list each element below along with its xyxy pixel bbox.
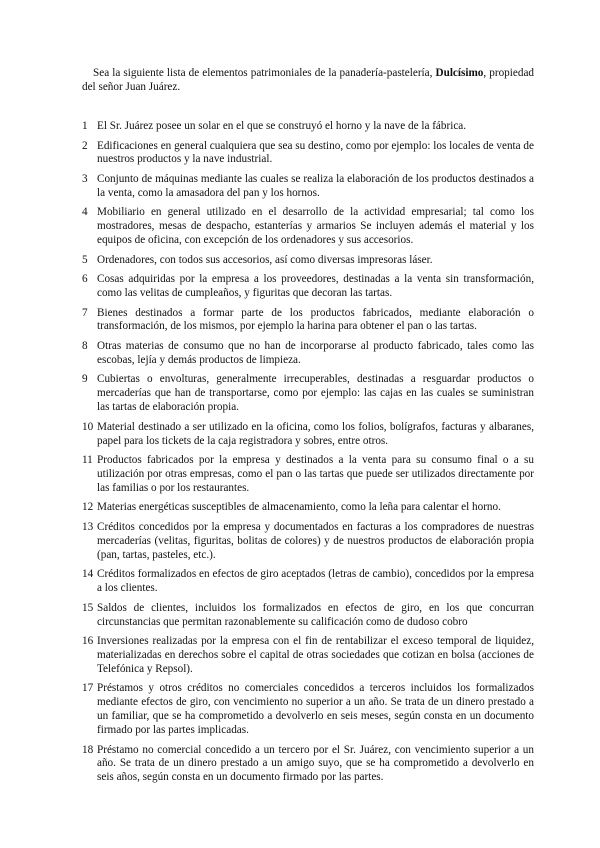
list-item: [82, 373, 534, 415]
item-number: 18: [82, 743, 94, 756]
item-text: Bienes destinados a formar parte de los productos fabricados, mediante elaboración o transformación, de los mismos, por ejemplo la harina para obtener el pan o las tartas.: [97, 306, 534, 333]
item-text: Materias energéticas susceptibles de almacenamiento, como la leña para calentar el horno.: [97, 501, 501, 514]
item-text: Cubiertas o envolturas, generalmente irrecuperables, destinadas a resguardar productos o mercaderías que han de transportarse, como por ejemplo: las cajas en las cuales se suministran las tartas de elaboración propia.: [97, 373, 534, 414]
item-text: Otras materias de consumo que no han de incorporarse al producto fabricado, tales como las escobas, lejía y demás productos de limpieza.: [97, 339, 534, 366]
item-number: 2: [82, 139, 88, 152]
item-number: 17: [82, 682, 94, 695]
list-item: [82, 254, 534, 268]
item-text: Edificaciones en general cualquiera que sea su destino, como por ejemplo: los locales de venta de nuestros productos y la nave industrial.: [97, 139, 534, 166]
list-item: [82, 340, 534, 368]
list-item: [82, 521, 534, 563]
item-text: Material destinado a ser utilizado en la oficina, como los folios, bolígrafos, facturas y albaranes, papel para los tickets de la caja registradora y sobres, entre otros.: [97, 420, 534, 447]
list-item: [82, 635, 534, 677]
item-text: Productos fabricados por la empresa y destinados a la venta para su consumo final o a su utilización por otras empresas, como el pan o las tartas que puede ser utilizados directamente por las familias o por los restaurantes.: [97, 454, 534, 494]
numbered-list: [82, 120, 534, 791]
list-item: [82, 744, 534, 786]
item-text: Mobiliario en general utilizado en el desarrollo de la actividad empresarial; tal como los mostradores, mesas de despacho, estanterías y armarios Se incluyen además el material y los equipos de oficina, con excepción de los ordenadores y sus accesorios.: [97, 206, 534, 247]
item-text: Préstamo no comercial concedido a un tercero por el Sr. Juárez, con vencimiento superior a un año. Se trata de un dinero prestado a un amigo suyo, que se ha comprometido a devolverlo en seis años, según consta en un documento firmado por las partes.: [97, 743, 534, 784]
item-number: 12: [82, 501, 94, 514]
item-number: 5: [82, 253, 88, 266]
item-number: 16: [82, 635, 94, 647]
list-item: [82, 140, 534, 168]
company-name: Dulcísimo: [435, 67, 484, 79]
item-text: Cosas adquiridas por la empresa a los proveedores, destinadas a la venta sin transformación, como las velitas de cumpleaños, y figuritas que decoran las tartas.: [97, 273, 534, 300]
item-text: Ordenadores, con todos sus accesorios, así como diversas impresoras láser.: [97, 253, 433, 266]
item-number: 11: [82, 454, 93, 467]
intro-paragraph: [82, 67, 534, 95]
item-number: 9: [82, 373, 88, 386]
item-text: Saldos de clientes, incluidos los formalizados en efectos de giro, en los que concurran circunstancias que permitan razonablemente su calificación como de dudoso cobro: [97, 601, 534, 628]
list-item: [82, 568, 534, 596]
item-text: Conjunto de máquinas mediante las cuales se realiza la elaboración de los productos destinados a la venta, como la amasadora del pan y los hornos.: [97, 172, 534, 199]
item-number: 15: [82, 601, 94, 614]
intro-text: Sea la siguiente lista de elementos patrimoniales de la panadería-pastelería,: [93, 67, 436, 79]
item-number: 13: [82, 520, 94, 533]
item-number: 7: [82, 306, 88, 319]
list-item: [82, 454, 534, 496]
item-number: 6: [82, 273, 88, 286]
list-item: [82, 602, 534, 630]
item-text: El Sr. Juárez posee un solar en el que se construyó el horno y la nave de la fábrica.: [97, 120, 467, 132]
list-item: [82, 501, 534, 515]
item-number: 8: [82, 339, 88, 352]
list-item: [82, 120, 534, 134]
item-text: Créditos concedidos por la empresa y documentados en facturas a los compradores de nuestras mercaderías (velitas, figuritas, bolitas de colores) y de nuestros productos de elaboración propia (pan, tartas, pasteles, etc.).: [97, 520, 534, 561]
item-text: Créditos formalizados en efectos de giro aceptados (letras de cambio), concedidos por la empresa a los clientes.: [97, 568, 534, 595]
list-item: [82, 273, 534, 301]
item-text: Inversiones realizadas por la empresa con el fin de rentabilizar el exceso temporal de liquidez, materializadas en derechos sobre el capital de otras sociedades que cotizan en bolsa (acciones de Telefónica y Repsol).: [97, 635, 534, 675]
intro-text-end: , propiedad del señor Juan Juárez.: [82, 67, 535, 93]
item-number: 4: [82, 206, 88, 219]
list-item: [82, 682, 534, 738]
item-text: Préstamos y otros créditos no comerciales concedidos a terceros incluidos los formalizados mediante efectos de giro, con vencimiento no superior a un año. Se trata de un dinero prestado a un familiar, que se ha comprometido a devolverlo en seis meses, según consta en un documento firmado por las partes implicadas.: [97, 682, 534, 737]
list-item: [82, 307, 534, 335]
item-number: 1: [82, 120, 88, 132]
list-item: [82, 206, 534, 248]
list-item: [82, 421, 534, 449]
list-item: [82, 173, 534, 201]
item-number: 14: [82, 568, 94, 581]
item-number: 3: [82, 172, 88, 185]
item-number: 10: [82, 420, 94, 433]
